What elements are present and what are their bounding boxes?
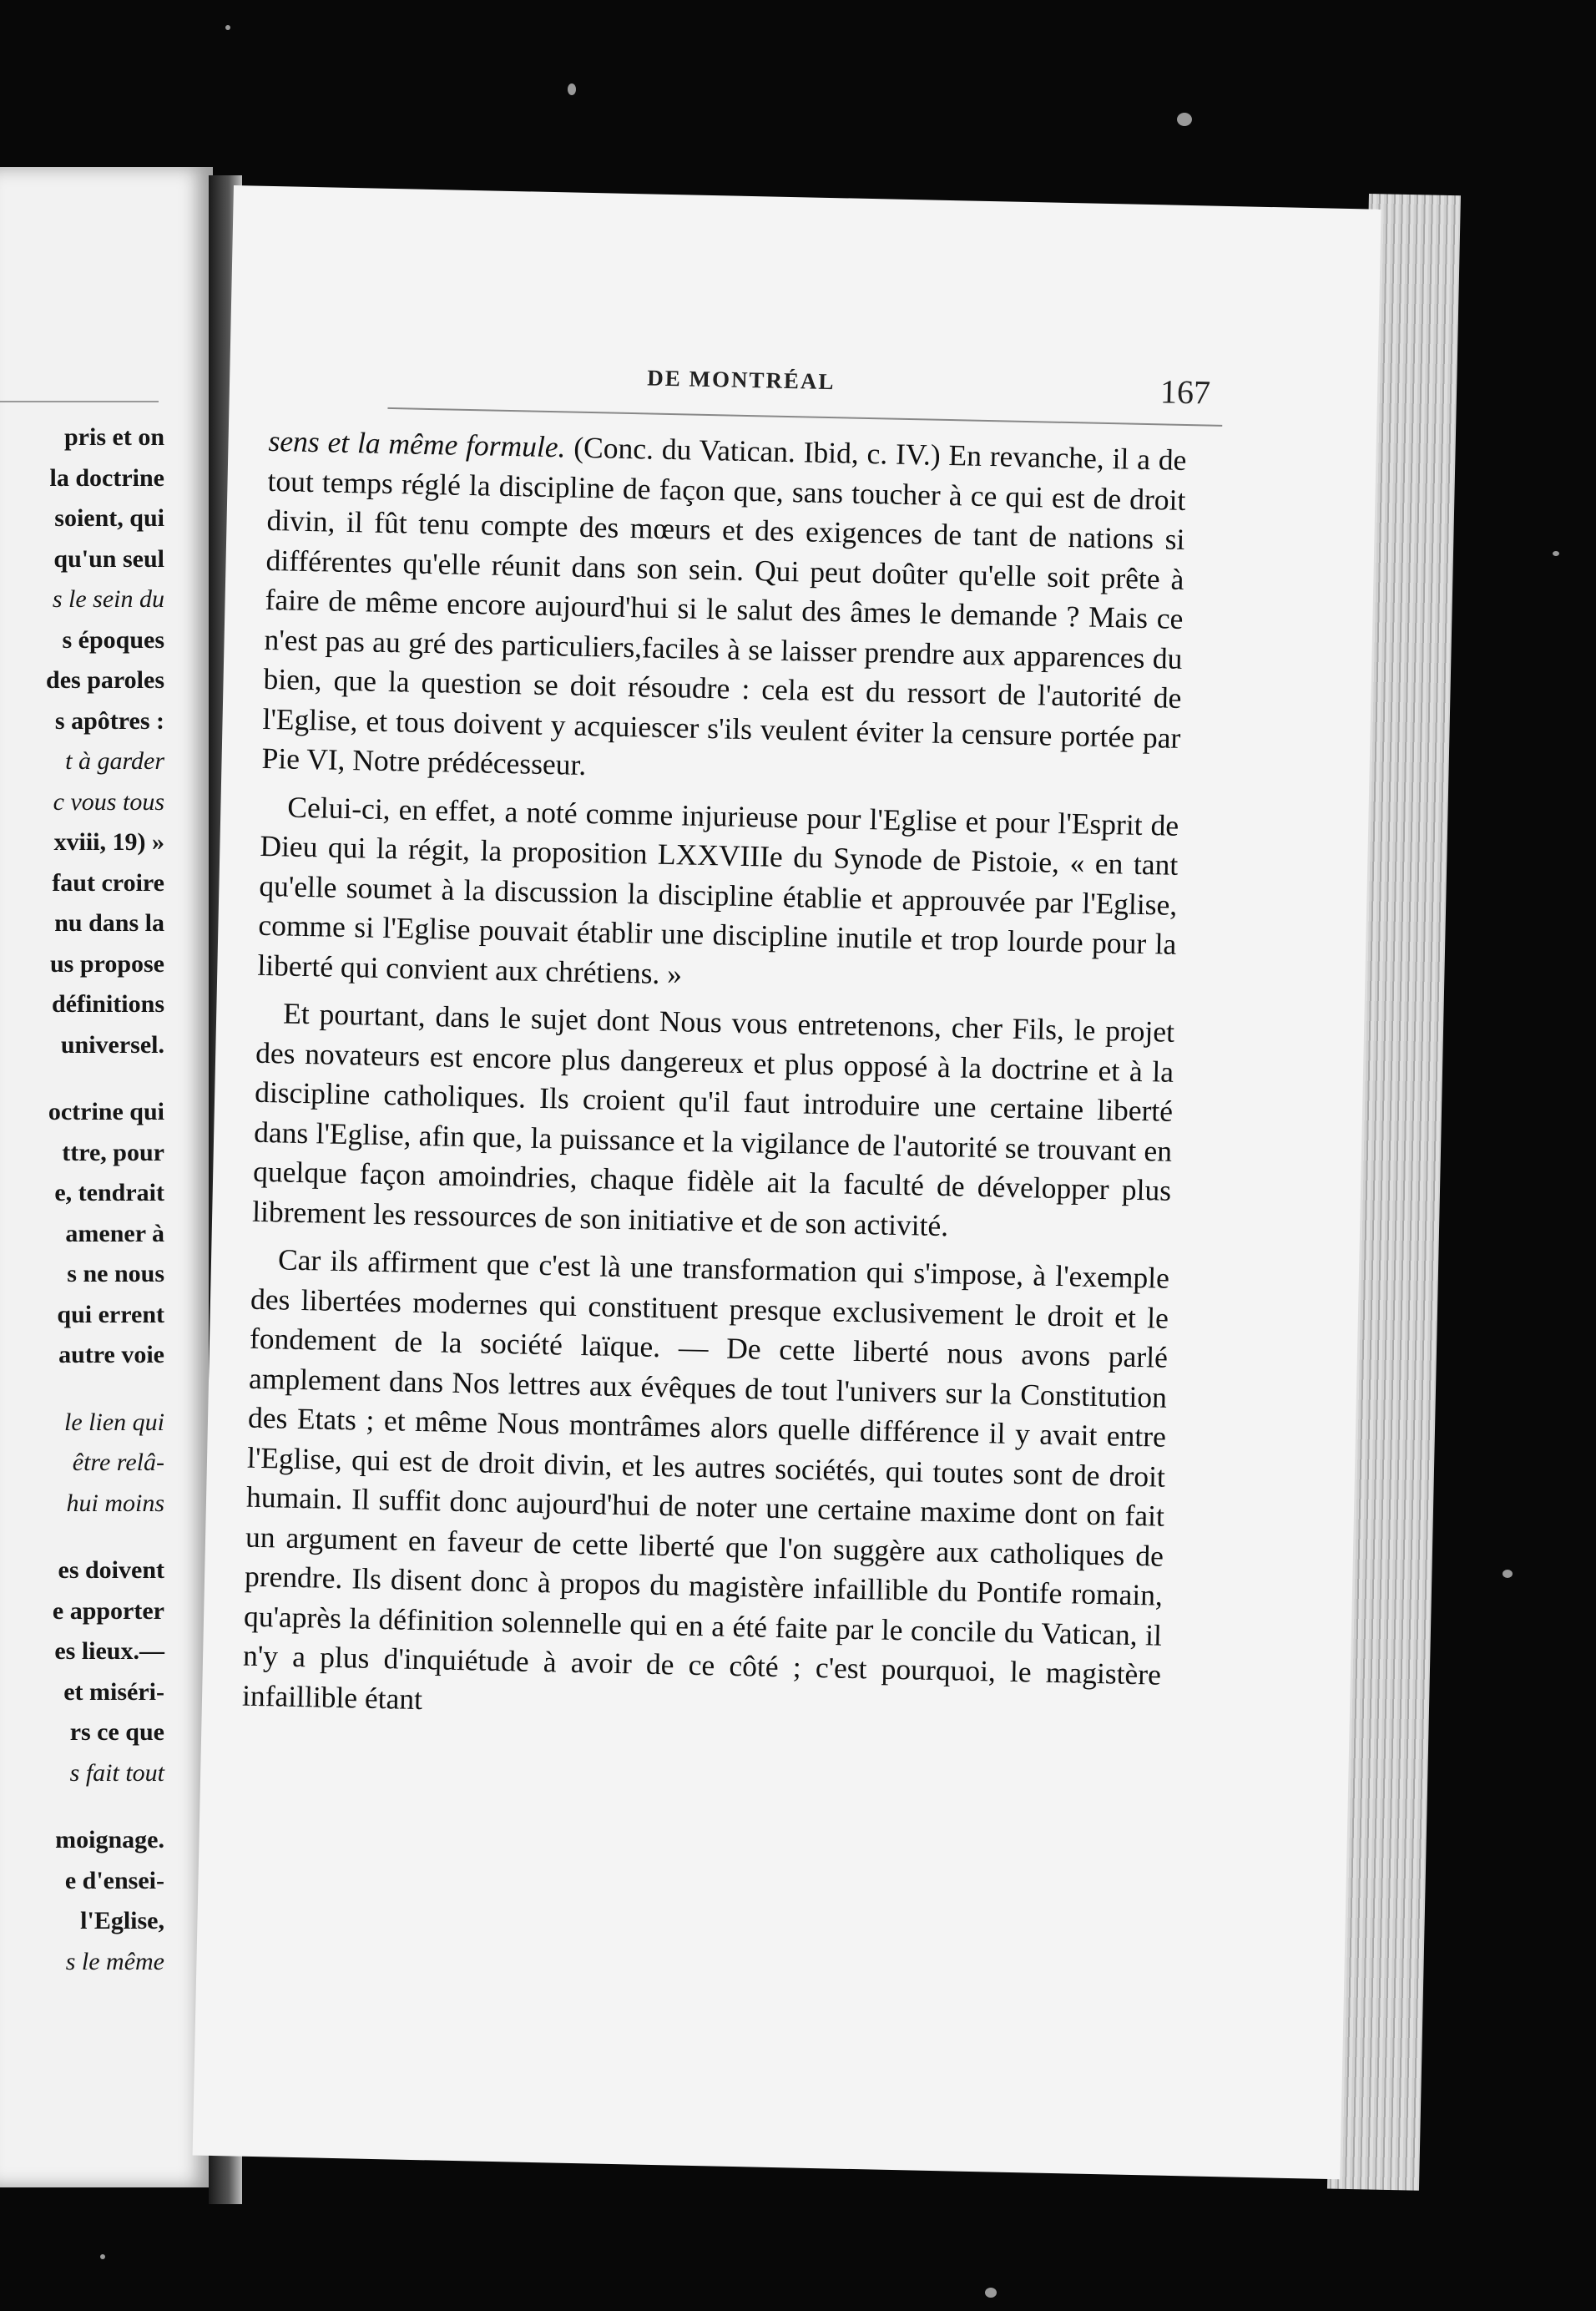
previous-page-line: définitions: [51, 990, 164, 1018]
previous-page: [0, 167, 213, 2187]
paragraph-text: Car ils affirment que c'est là une transformation qui s'impose, à l'exemple des libertées modernes qui constituent presque exclusivement le droit et le fondement de la société laïque. — De cette liberté nous avons parlé amplement dans Nos lettres aux évêques de tout l'univers sur la Constitution des Etats ; et même Nous montrâmes alors quelle différence il y avait entre l'Eglise, qui est de droit divin, et les autres sociétés, qui toutes sont de droit humain. Il suffit donc aujourd'hui de noter une certaine maxime dont on fait un argument en faveur de cette liberté que l'on suggère aux catholiques de prendre. Ils disent donc à propos du magistère infaillible du Pontife romain, qu'après la définition solennelle qui en a été faite par le concile du Vatican, il n'y a plus d'inquiétude à avoir de ce côté ; c'est pourquoi, le magistère infaillible étant: [241, 1242, 1170, 1716]
previous-page-line: hui moins: [66, 1489, 164, 1517]
previous-page-line: s fait tout: [69, 1758, 164, 1787]
previous-page-line: c vous tous: [53, 787, 164, 816]
previous-page-line: [0, 1065, 164, 1092]
previous-page-line: [0, 1524, 164, 1550]
previous-page-line: pris et on: [64, 423, 164, 451]
previous-page-line: qui errent: [57, 1300, 164, 1328]
previous-page-line: le lien qui: [64, 1408, 164, 1436]
paragraph: [257, 786, 1179, 1004]
previous-page-line: soient, qui: [54, 504, 164, 532]
paragraph-text: (Conc. du Vatican. Ibid, c. IV.) En revanche, il a de tout temps réglé la discipline de façon que, sans toucher à ce qui est de droit divin, il fût tenu compte des mœurs et des exigences de tant de nations si différentes qu'elle réunit dans son sein. Qui peut doûter qu'elle soit prête à faire de même encore aujourd'hui si le salut des âmes le demande ? Mais ce n'est pas au gré des particuliers,faciles à se laisser prendre aux apparences du bien, que la question se doit résoudre : cela est du ressort de l'autorité de l'Eglise, et tous doivent y acquiescer s'ils veulent éviter la censure portée par Pie VI, Notre prédécesseur.: [261, 430, 1187, 781]
previous-page-line: et miséri-: [63, 1677, 164, 1706]
dust-speck: [1503, 1570, 1513, 1578]
previous-page-line: être relâ-: [72, 1449, 164, 1476]
previous-page-line: s le sein du: [52, 585, 164, 613]
dust-speck: [568, 83, 576, 95]
previous-page-line: l'Eglise,: [80, 1907, 164, 1934]
previous-page-line: [0, 1376, 164, 1403]
previous-page-line: s époques: [62, 625, 164, 654]
previous-page-line: s le même: [65, 1947, 164, 1975]
previous-page-line: moignage.: [55, 1826, 164, 1853]
dust-speck: [985, 2288, 997, 2298]
previous-page-line: la doctrine: [49, 463, 164, 492]
body-text: [242, 422, 1187, 1735]
previous-page-line: es lieux.—: [54, 1637, 164, 1665]
dust-speck: [225, 25, 230, 30]
previous-page-text: [0, 417, 164, 1982]
previous-page-line: nu dans la: [54, 909, 164, 937]
previous-page-rule: [0, 401, 159, 402]
paragraph-text: Et pourtant, dans le sujet dont Nous vous entretenons, cher Fils, le projet des novateurs est encore plus dangereux et plus opposé à la doctrine et à la discipline catholiques. Ils croient qu'il faut introduire une certaine liberté dans l'Eglise, afin que, la puissance et la vigilance de l'autorité se trouvant en quelque façon amoindries, chaque fidèle ait la faculté de développer plus librement les ressources de son initiative et de son activité.: [251, 996, 1175, 1242]
previous-page-line: des paroles: [46, 666, 164, 694]
previous-page-line: universel.: [60, 1030, 164, 1059]
italic-lead: sens et la même formule.: [268, 423, 566, 464]
paragraph-text: Celui-ci, en effet, a noté comme injurieuse pour l'Eglise et pour l'Esprit de Dieu qui la régit, la proposition LXXVIIIe du Synode de Pistoie, « en tant qu'elle soumet à la discussion la discipline établie et approuvée par l'Eglise, comme si l'Eglise pouvait établir une discipline inutile et trop lourde pour la liberté qui convient aux chrétiens. »: [257, 790, 1179, 990]
previous-page-line: qu'un seul: [53, 544, 164, 573]
dust-speck: [1177, 113, 1192, 126]
previous-page-line: faut croire: [52, 868, 164, 897]
current-page: [193, 185, 1381, 2179]
dust-speck: [1553, 551, 1559, 556]
previous-page-line: rs ce que: [69, 1718, 164, 1746]
previous-page-line: amener à: [65, 1219, 164, 1247]
previous-page-line: s ne nous: [67, 1260, 164, 1287]
header-rule: [387, 407, 1222, 427]
dust-speck: [100, 2254, 105, 2259]
page-number: 167: [1159, 372, 1211, 412]
previous-page-line: t à garder: [65, 747, 164, 775]
previous-page-line: s apôtres :: [54, 706, 164, 735]
previous-page-line: e, tendrait: [54, 1179, 164, 1206]
previous-page-line: octrine qui: [48, 1098, 164, 1125]
paragraph: [252, 994, 1175, 1251]
previous-page-line: es doivent: [58, 1556, 164, 1584]
previous-page-line: ttre, pour: [62, 1138, 164, 1166]
previous-page-line: e d'ensei-: [64, 1866, 164, 1894]
previous-page-line: [0, 1793, 164, 1820]
running-head: DE MONTRÉAL: [646, 365, 836, 395]
previous-page-line: e apporter: [52, 1596, 164, 1625]
previous-page-line: autre voie: [58, 1341, 164, 1368]
paragraph: [261, 422, 1187, 797]
paragraph: [242, 1240, 1170, 1735]
previous-page-line: us propose: [50, 949, 164, 978]
previous-page-line: xviii, 19) »: [53, 828, 164, 856]
